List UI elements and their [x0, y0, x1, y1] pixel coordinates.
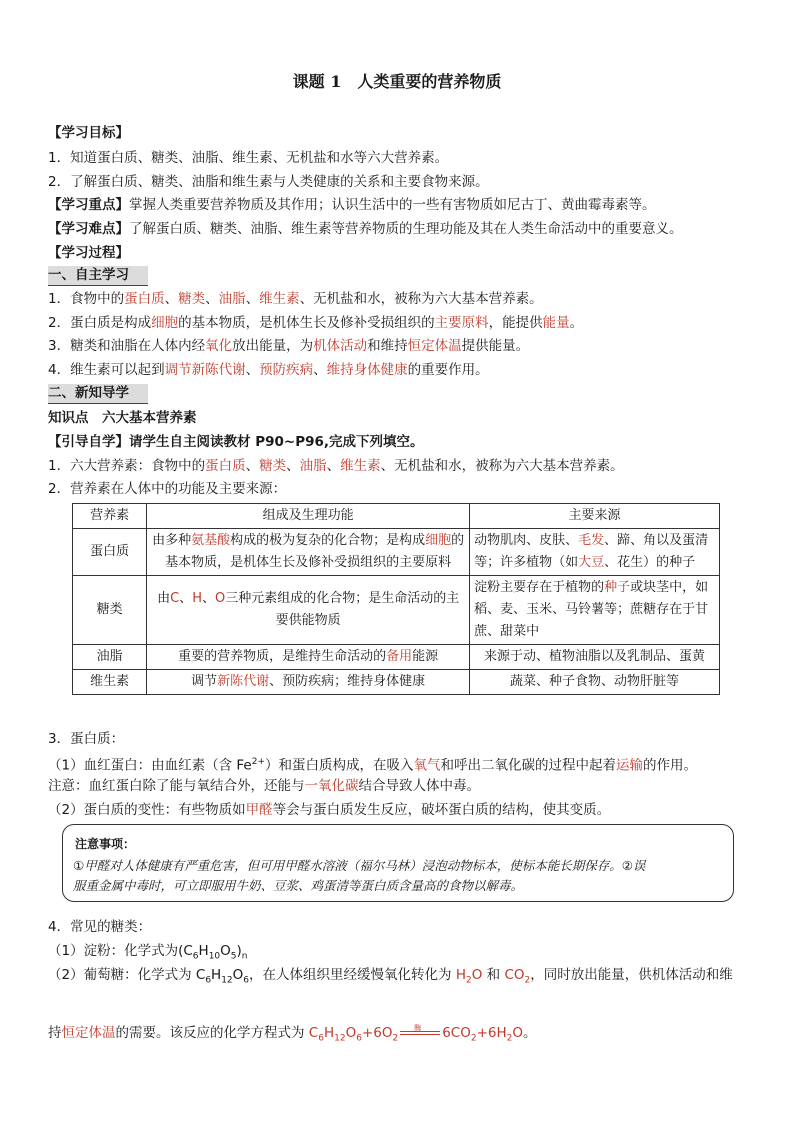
table-cell: 油脂 [73, 645, 147, 670]
note-line: 注意：血红蛋白除了能与氧结合外，还能与一氧化碳结合导致人体中毒。 [48, 778, 480, 794]
table-cell: 蛋白质 [73, 529, 147, 576]
equation-line: 持恒定体温的需要。该反应的化学方程式为 $C_6H_{12}O_6+6O_2$ 酶 $6CO_2+6H_2O$。 [48, 1024, 537, 1048]
table-cell: 由多种氨基酸构成的极为复杂的化合物；是构成细胞的基本物质，是机体生长及修补受损组织的主要原料 [147, 529, 470, 576]
starch-line: （1）淀粉：化学式为$(C_6H_{10}O_5)_n$ [48, 943, 248, 962]
table-header: 组成及生理功能 [147, 504, 470, 529]
s2-line-2: 2．营养素在人体中的功能及主要来源： [48, 481, 287, 497]
section2-title: 二、新知导学 [48, 385, 129, 401]
s2-line-1: 1．六大营养素：食物中的蛋白质、糖类、油脂、维生素、无机盐和水，被称为六大基本营养素。 [48, 458, 624, 474]
table-row-sugar [73, 576, 720, 645]
table-header-row [73, 504, 720, 529]
table-cell: 淀粉主要存在于植物的种子或块茎中，如稻、麦、玉米、马铃薯等；蔗糖存在于甘蔗、甜菜中 [470, 576, 720, 645]
goals-heading: 【学习目标】 [48, 125, 129, 141]
s2-line-4: 4．常见的糖类： [48, 919, 152, 935]
caution-heading: 注意事项： [75, 837, 136, 851]
reactants: $C_6H_{12}O_6+6O_2$ [308, 1025, 399, 1044]
nutrient-table [72, 503, 720, 695]
section2-heading [48, 384, 148, 404]
s1-line-3: 3．糖类和油脂在人体内经氧化放出能量，为机体活动和维持恒定体温提供能量。 [48, 338, 530, 354]
s1-line-1: 1．食物中的蛋白质、糖类、油脂、维生素、无机盐和水，被称为六大基本营养素。 [48, 291, 543, 307]
key-point [48, 196, 656, 214]
s1-line-4: 4．维生素可以起到调节新陈代谢、预防疾病、维持身体健康的重要作用。 [48, 362, 489, 378]
difficulty-label: 【学习难点】 [48, 221, 129, 237]
table-row-protein [73, 529, 720, 576]
table-cell: 动物肌肉、皮肤、毛发、蹄、角以及蛋清等；许多植物（如大豆、花生）的种子 [470, 529, 720, 576]
guide-line: 【引导自学】请学生自主阅读教材 P90~P96,完成下列填空。 [48, 434, 424, 450]
table-cell: 由C、H、O三种元素组成的化合物；是生命活动的主要供能物质 [147, 576, 470, 645]
difficulty-point [48, 220, 683, 238]
section1-title: 一、自主学习 [48, 267, 129, 283]
table-header: 主要来源 [470, 504, 720, 529]
process-heading: 【学习过程】 [48, 245, 129, 261]
key-text: 掌握人类重要营养物质及其作用；认识生活中的一些有害物质如尼古丁、黄曲霉毒素等。 [129, 197, 656, 213]
catalyst-label: 酶 [414, 1024, 422, 1032]
hemoglobin-line: （1）血红蛋白：由血红素（含 $Fe^{2+}$）和蛋白质构成，在吸入氧气和呼出二氧化碳的过程中起着运输的作用。 [48, 757, 697, 774]
s2-line-3: 3．蛋白质： [48, 731, 125, 747]
difficulty-text: 了解蛋白质、糖类、油脂、维生素等营养物质的生理功能及其在人类生命活动中的重要意义。 [129, 221, 683, 237]
table-cell: 来源于动、植物油脂以及乳制品、蛋黄 [470, 645, 720, 670]
knowledge-point: 知识点 六大基本营养素 [48, 410, 197, 426]
table-cell: 糖类 [73, 576, 147, 645]
key-label: 【学习重点】 [48, 197, 129, 213]
reaction-arrow [400, 1024, 440, 1038]
denaturation-line: （2）蛋白质的变性：有些物质如甲醛等会与蛋白质发生反应，破坏蛋白质的结构，使其变质。 [48, 802, 611, 818]
caution-line-1: ①甲醛对人体健康有严重危害，但可用甲醛水溶液（福尔马林）浸泡动物标本，使标本能长期保存。②误 [73, 858, 646, 873]
page-title: 课题 1 人类重要的营养物质 [292, 72, 502, 91]
table-cell: 维生素 [73, 670, 147, 695]
caution-box [62, 824, 734, 902]
goal-item-2: 2．了解蛋白质、糖类、油脂和维生素与人类健康的关系和主要食物来源。 [48, 174, 489, 190]
table-cell: 重要的营养物质，是维持生命活动的备用能源 [147, 645, 470, 670]
products: $6CO_2+6H_2O$ [442, 1025, 524, 1044]
glucose-line: （2）葡萄糖：化学式为 $C_6H_{12}O_6$，在人体组织里经缓慢氧化转化为 $H_2O$ 和 $CO_2$，同时放出能量，供机体活动和维 [48, 967, 733, 986]
section1-heading [48, 266, 148, 286]
table-cell: 蔬菜、种子食物、动物肝脏等 [470, 670, 720, 695]
goal-item-1: 1．知道蛋白质、糖类、油脂、维生素、无机盐和水等六大营养素。 [48, 150, 449, 166]
table-cell: 调节新陈代谢、预防疾病；维持身体健康 [147, 670, 470, 695]
table-header: 营养素 [73, 504, 147, 529]
s1-line-2: 2．蛋白质是构成细胞的基本物质，是机体生长及修补受损组织的主要原料，能提供能量。 [48, 315, 584, 331]
table-row-fat [73, 645, 720, 670]
caution-line-2: 服重金属中毒时，可立即服用牛奶、豆浆、鸡蛋清等蛋白质含量高的食物以解毒。 [73, 878, 524, 893]
table-row-vitamin [73, 670, 720, 695]
